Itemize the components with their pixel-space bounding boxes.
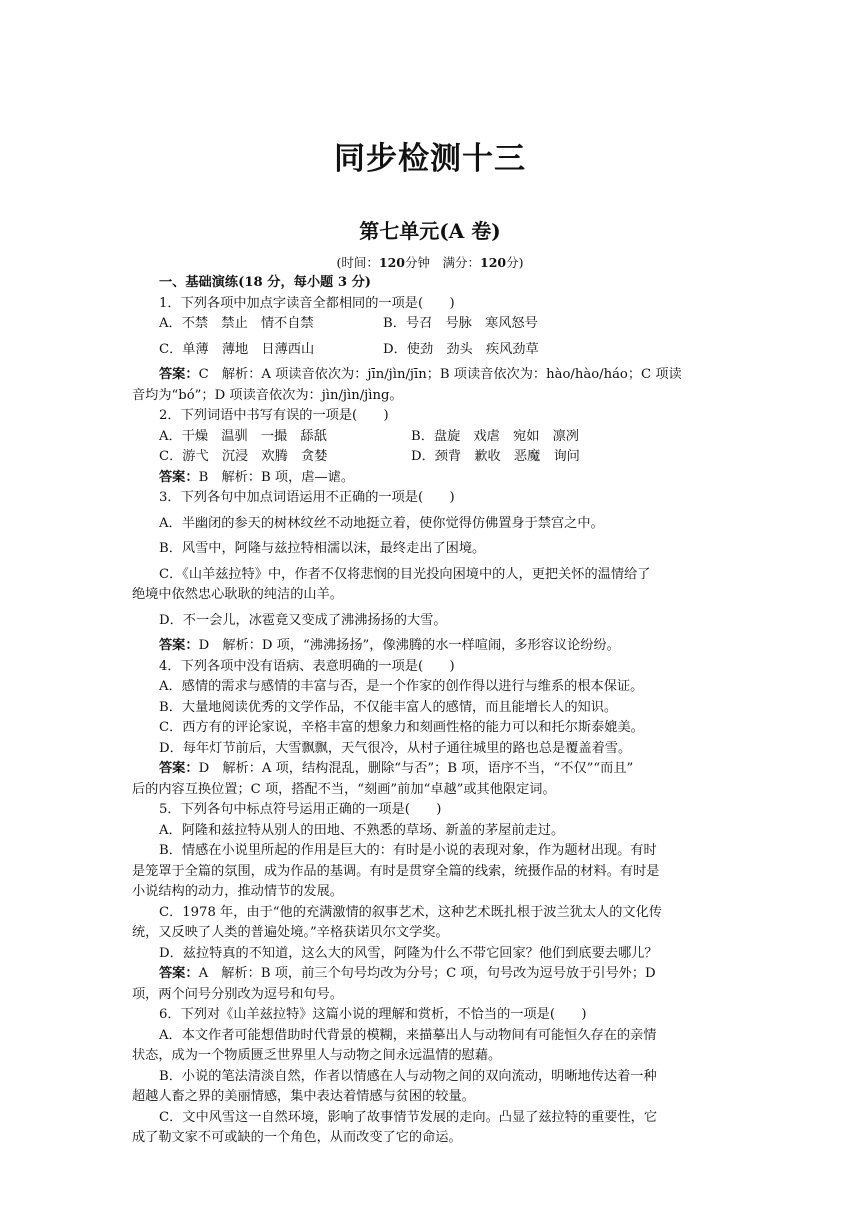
q5-option-d: D．兹拉特真的不知道，这么大的风雪，阿隆为什么不带它回家？他们到底要去哪儿？ xyxy=(159,945,658,961)
q3-option-d: D．不一会儿，冰雹竟又变成了沸沸扬扬的大雪。 xyxy=(159,612,447,628)
time-unit: 分钟 xyxy=(404,255,430,270)
q4-option-b: B．大量地阅读优秀的文学作品，不仅能丰富人的感情，而且能增长人的知识。 xyxy=(159,699,618,715)
q2-option-a: A．干燥 温驯 一撮 舔舐 xyxy=(159,428,327,444)
q5-option-b-2: 是笼罩于全篇的氛围，成为作品的基调。有时是贯穿全篇的线索，统摄作品的材料。有时是 xyxy=(132,863,660,879)
q1-option-d: D．使劲 劲头 疾风劲草 xyxy=(383,341,539,357)
q5-answer-text-1: A 解析：B 项，前三个句号均改为分号；C 项，句号改为逗号放于引号外；D xyxy=(198,966,656,981)
answer-label: 答案： xyxy=(159,469,199,485)
q5-answer-text-2: 项，两个问号分别改为逗号和句号。 xyxy=(132,986,343,1002)
question-2-options-ab xyxy=(132,427,732,448)
q4-option-a: A．感情的需求与感情的丰富与否，是一个作家的创作得以进行与维系的根本保证。 xyxy=(159,679,644,694)
question-1-stem: 1．下列各项中加点字读音全都相同的一项是( ) xyxy=(159,295,455,311)
q6-option-c-2: 成了勒文家不可或缺的一个角色，从而改变了它的命运。 xyxy=(132,1130,462,1145)
q6-option-a-1: A．本文作者可能想借助时代背景的模糊，来描摹出人与动物间有可能恒久存在的亲情 xyxy=(159,1027,657,1043)
answer-label: 答案： xyxy=(159,367,199,382)
q3-option-a: A．半幽闭的参天的树林纹丝不动地挺立着，使你觉得仿佛置身于禁宫之中。 xyxy=(159,515,604,531)
question-6-stem: 6．下列对《山羊兹拉特》这篇小说的理解和赏析，不恰当的一项是( ) xyxy=(159,1007,587,1022)
q4-answer-text-2: 后的内容互换位置；C 项，搭配不当，“刻画”前加“卓越”或其他限定词。 xyxy=(132,781,556,797)
answer-label: 答案： xyxy=(159,966,199,981)
q1-option-c: C．单薄 薄地 日薄西山 xyxy=(159,341,315,357)
q2-answer-text: B 解析：B 项，虐—谑。 xyxy=(198,469,355,485)
question-2-options-cd xyxy=(132,447,732,468)
q3-answer-text: D 解析：D 项，“沸沸扬扬”，像沸腾的水一样喧闹，多形容议论纷纷。 xyxy=(198,638,620,653)
q3-option-c-2: 绝境中依然忠心耿耿的纯洁的山羊。 xyxy=(132,587,343,602)
q6-option-c-1: C．文中风雪这一自然环境，影响了故事情节发展的走向。凸显了兹拉特的重要性，它 xyxy=(159,1109,658,1125)
question-4-stem: 4．下列各项中没有语病、表意明确的一项是( ) xyxy=(159,658,455,674)
page-title: 同步检测十三 xyxy=(334,141,526,177)
score-value: 120 xyxy=(480,255,507,270)
meta-prefix: (时间： xyxy=(336,255,379,270)
q3-option-c-1: C．《山羊兹拉特》中，作者不仅将悲悯的目光投向困境中的人，更把关怀的温情给了 xyxy=(159,566,651,582)
q5-option-c-2: 统，又反映了人类的普遍处境。”辛格获诺贝尔文学奖。 xyxy=(132,925,449,940)
q6-option-b-2: 超越人畜之界的美丽情感，集中表达着情感与贫困的较量。 xyxy=(132,1089,475,1104)
q6-option-a-2: 状态，成为一个物质匮乏世界里人与动物之间永远温情的慰藉。 xyxy=(132,1048,502,1063)
exam-meta xyxy=(0,253,860,271)
q1-option-a: A．不禁 禁止 情不自禁 xyxy=(159,316,314,331)
unit-subtitle: 第七单元(A 卷) xyxy=(359,219,501,243)
question-5-stem: 5．下列各句中标点符号运用正确的一项是( ) xyxy=(159,802,442,817)
q4-option-d: D．每年灯节前后，大雪飘飘，天气很冷，从村子通往城里的路也总是覆盖着雪。 xyxy=(159,740,632,756)
q1-answer-text-2: 音均为“bó”；D 项读音依次为：jìn/jìn/jìng。 xyxy=(132,387,403,403)
time-value: 120 xyxy=(378,255,405,270)
q4-answer-text-1: D 解析：A 项，结构混乱，删除“与否”；B 项，语序不当，“不仅”“而且” xyxy=(198,761,634,776)
exam-body xyxy=(132,273,732,1149)
q1-answer xyxy=(132,365,732,386)
question-1-options-cd xyxy=(132,340,732,361)
q2-option-c: C．游弋 沉浸 欢腾 贪婪 xyxy=(159,449,328,464)
q3-answer xyxy=(132,636,732,657)
question-1-options-ab xyxy=(132,314,732,335)
q5-answer xyxy=(132,964,732,985)
question-3-stem: 3．下列各句中加点词语运用不正确的一项是( ) xyxy=(159,490,455,505)
answer-label: 答案： xyxy=(159,761,199,776)
score-label: 满分： xyxy=(442,255,481,270)
answer-label: 答案： xyxy=(159,638,199,653)
q5-option-b-1: B．情感在小说里所起的作用是巨大的：有时是小说的表现对象，作为题材出现。有时 xyxy=(159,843,657,858)
q1-option-b: B．号召 号脉 寒风怒号 xyxy=(383,316,538,331)
q5-option-c-1: C．1978 年，由于“他的充满激情的叙事艺术，这种艺术既扎根于波兰犹太人的文化传 xyxy=(159,904,662,920)
question-2-stem: 2．下列词语中书写有误的一项是( ) xyxy=(159,408,389,423)
q4-answer xyxy=(132,759,732,780)
q4-option-c: C．西方有的评论家说，辛格丰富的想象力和刻画性格的能力可以和托尔斯泰媲美。 xyxy=(159,720,644,735)
q2-answer xyxy=(132,468,732,489)
q5-option-a: A．阿隆和兹拉特从别人的田地、不熟悉的草场、新盖的茅屋前走过。 xyxy=(159,822,565,838)
q1-answer-text-1: C 解析：A 项读音依次为：jīn/jìn/jīn；B 项读音依次为：hào/hào/háo；C 项读 xyxy=(198,367,682,382)
score-unit: 分) xyxy=(506,255,524,270)
q5-option-b-3: 小说结构的动力，推动情节的发展。 xyxy=(132,884,343,899)
q2-option-b: B．盘旋 戏虐 宛如 凛冽 xyxy=(411,428,579,444)
q2-option-d: D．颈背 歉收 恶魔 询问 xyxy=(411,449,580,464)
section-heading: 一、基础演练(18 分，每小题 3 分) xyxy=(159,275,372,290)
q3-option-b: B．风雪中，阿隆与兹拉特相濡以沫，最终走出了困境。 xyxy=(159,541,486,556)
q6-option-b-1: B．小说的笔法清淡自然，作者以情感在人与动物之间的双向流动，明晰地传达着一种 xyxy=(159,1068,657,1084)
